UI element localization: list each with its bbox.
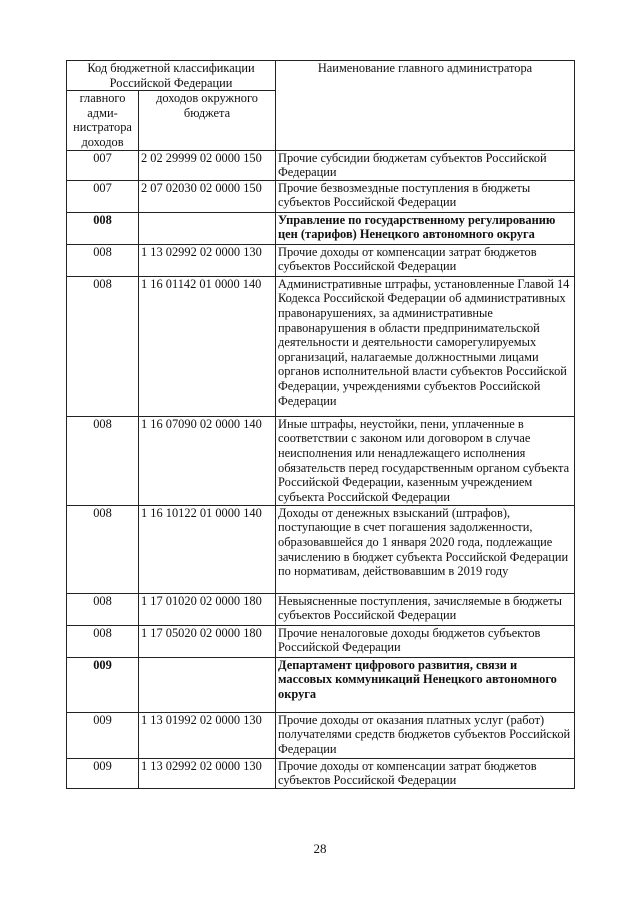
admin-code-cell: 008	[67, 244, 139, 276]
kbk-group-header: Код бюджетной классификации Российской Федерации	[67, 61, 276, 91]
admin-name-header: Наименование главного администратора	[276, 61, 575, 151]
kbk-cell: 1 13 02992 02 0000 130	[139, 244, 276, 276]
kbk-cell: 1 17 05020 02 0000 180	[139, 625, 276, 657]
table-row	[67, 276, 575, 416]
income-name-cell: Департамент цифрового развития, связи и массовых коммуникаций Ненецкого автономного округа	[276, 657, 575, 712]
income-name-cell: Прочие доходы от оказания платных услуг (работ) получателями средств бюджетов субъектов Российской Федерации	[276, 712, 575, 758]
admin-code-cell: 007	[67, 150, 139, 180]
admin-code-cell: 008	[67, 416, 139, 505]
income-name-cell: Иные штрафы, неустойки, пени, уплаченные в соответствии с законом или договором в случае неисполнения или ненадлежащего исполнения обязательств перед государственным органом субъекта Российской Федерации, казенным учреждением субъекта Российской Федерации	[276, 416, 575, 505]
header-row-top	[67, 61, 575, 91]
table-row	[67, 416, 575, 505]
income-name-cell: Невыясненные поступления, зачисляемые в бюджеты субъектов Российской Федерации	[276, 593, 575, 625]
table-row	[67, 244, 575, 276]
kbk-cell: 1 13 02992 02 0000 130	[139, 758, 276, 788]
table-row	[67, 150, 575, 180]
income-name-cell: Административные штрафы, установленные Главой 14 Кодекса Российской Федерации об административных правонарушениях, за административные правонарушения в области предпринимательской деятельности и деятельности саморегулируемых организаций, налагаемые должностными лицами органов исполнительной власти субъектов Российской Федерации, учреждениями субъектов Российской Федерации	[276, 276, 575, 416]
table-row	[67, 712, 575, 758]
table-row	[67, 593, 575, 625]
kbk-cell: 1 16 07090 02 0000 140	[139, 416, 276, 505]
income-name-cell: Прочие доходы от компенсации затрат бюджетов субъектов Российской Федерации	[276, 244, 575, 276]
admin-code-cell: 008	[67, 625, 139, 657]
table-row-administrator-header	[67, 657, 575, 712]
kbk-cell: 2 02 29999 02 0000 150	[139, 150, 276, 180]
table-row	[67, 505, 575, 593]
admin-code-cell: 008	[67, 212, 139, 244]
income-name-cell: Прочие субсидии бюджетам субъектов Российской Федерации	[276, 150, 575, 180]
income-name-cell: Прочие доходы от компенсации затрат бюджетов субъектов Российской Федерации	[276, 758, 575, 788]
table-row	[67, 625, 575, 657]
kbk-cell: 1 16 10122 01 0000 140	[139, 505, 276, 593]
chief-admin-code-header: главного адми-нистратора доходов	[67, 91, 139, 150]
income-name-cell: Прочие безвозмездные поступления в бюджеты субъектов Российской Федерации	[276, 180, 575, 212]
kbk-cell	[139, 212, 276, 244]
income-name-cell: Управление по государственному регулированию цен (тарифов) Ненецкого автономного округа	[276, 212, 575, 244]
page-number: 28	[313, 841, 327, 856]
kbk-cell: 2 07 02030 02 0000 150	[139, 180, 276, 212]
table-row	[67, 758, 575, 788]
kbk-cell: 1 13 01992 02 0000 130	[139, 712, 276, 758]
table-row-administrator-header	[67, 212, 575, 244]
kbk-cell: 1 17 01020 02 0000 180	[139, 593, 276, 625]
admin-code-cell: 007	[67, 180, 139, 212]
admin-code-cell: 009	[67, 657, 139, 712]
admin-code-cell: 009	[67, 712, 139, 758]
kbk-cell: 1 16 01142 01 0000 140	[139, 276, 276, 416]
income-name-cell: Доходы от денежных взысканий (штрафов), поступающие в счет погашения задолженности, образовавшейся до 1 января 2020 года, подлежащие зачислению в бюджет субъекта Российской Федерации по нормативам, действовавшим в 2019 году	[276, 505, 575, 593]
budget-classification-table	[66, 60, 575, 789]
table-row	[67, 180, 575, 212]
admin-code-cell: 008	[67, 276, 139, 416]
table-body	[67, 150, 575, 788]
admin-code-cell: 009	[67, 758, 139, 788]
income-name-cell: Прочие неналоговые доходы бюджетов субъектов Российской Федерации	[276, 625, 575, 657]
district-budget-income-header: доходов окружного бюджета	[139, 91, 276, 150]
admin-code-cell: 008	[67, 593, 139, 625]
kbk-cell	[139, 657, 276, 712]
admin-code-cell: 008	[67, 505, 139, 593]
